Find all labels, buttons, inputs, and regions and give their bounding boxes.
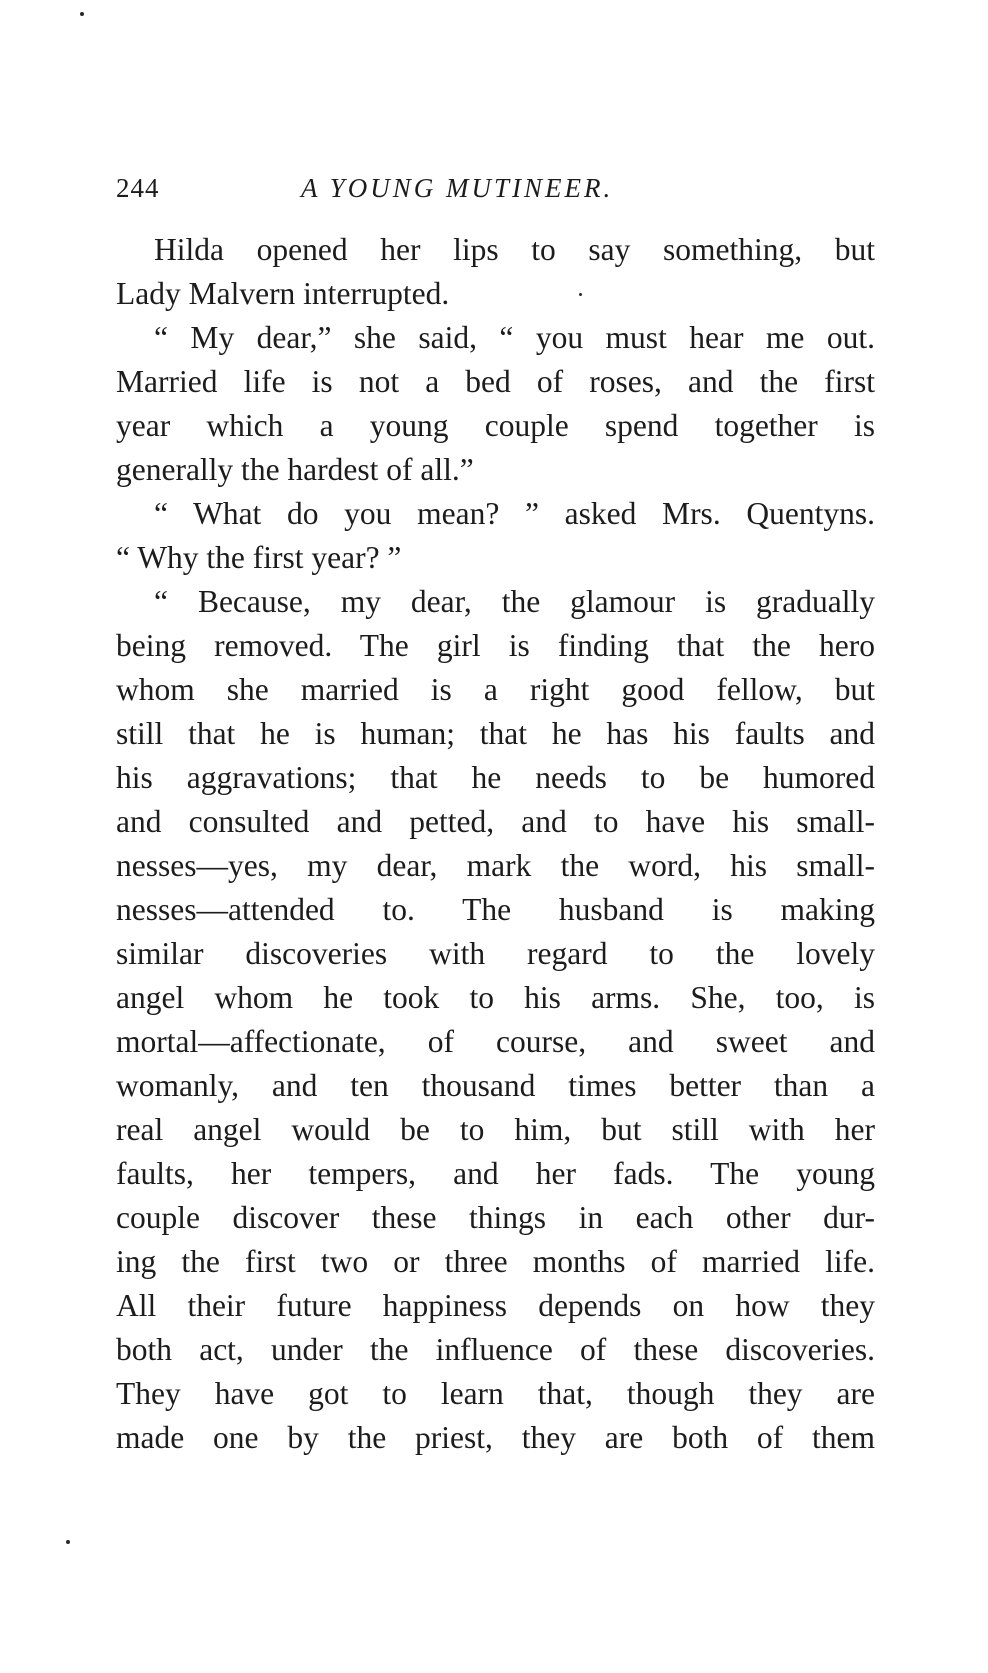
text-line: couple discover these things in each other dur- [116, 1200, 875, 1235]
text-line: All their future happiness depends on how they [116, 1288, 875, 1323]
text-line: angel whom he took to his arms. She, too, is [116, 980, 875, 1015]
text-line: “ Why the first year? ” [116, 540, 402, 575]
text-line: his aggravations; that he needs to be humored [116, 760, 875, 795]
text-line: nesses—attended to. The husband is making [116, 892, 875, 927]
text-line: made one by the priest, they are both of them [116, 1420, 875, 1455]
running-title: A YOUNG MUTINEER. [301, 173, 614, 203]
text-line: nesses—yes, my dear, mark the word, his small- [116, 848, 875, 883]
page-header [116, 168, 876, 208]
text-line: womanly, and ten thousand times better than a [116, 1068, 875, 1103]
text-line: and consulted and petted, and to have his small- [116, 804, 875, 839]
body-text [116, 228, 875, 1460]
page-number: 244 [116, 173, 160, 203]
text-line: Hilda opened her lips to say something, but [154, 232, 875, 267]
text-line: mortal—affectionate, of course, and sweet and [116, 1024, 875, 1059]
text-line: still that he is human; that he has his faults and [116, 716, 875, 751]
text-line: ing the first two or three months of married life. [116, 1244, 875, 1279]
text-line: Married life is not a bed of roses, and the first [116, 364, 875, 399]
text-line: “ My dear,” she said, “ you must hear me out. [154, 320, 875, 355]
text-line: real angel would be to him, but still with her [116, 1112, 875, 1147]
text-line: year which a young couple spend together is [116, 408, 875, 443]
text-line: “ Because, my dear, the glamour is gradually [154, 584, 875, 619]
text-line: generally the hardest of all.” [116, 452, 474, 487]
scan-speck [80, 12, 84, 16]
text-line: Lady Malvern interrupted. [116, 276, 450, 311]
text-line: both act, under the influence of these discoveries. [116, 1332, 875, 1367]
text-line: They have got to learn that, though they are [116, 1376, 875, 1411]
scan-speck [66, 1540, 70, 1544]
text-line: faults, her tempers, and her fads. The young [116, 1156, 875, 1191]
text-line: whom she married is a right good fellow, but [116, 672, 875, 707]
text-line: similar discoveries with regard to the lovely [116, 936, 875, 971]
text-line: “ What do you mean? ” asked Mrs. Quentyns. [154, 496, 875, 531]
text-line: being removed. The girl is finding that the hero [116, 628, 875, 663]
